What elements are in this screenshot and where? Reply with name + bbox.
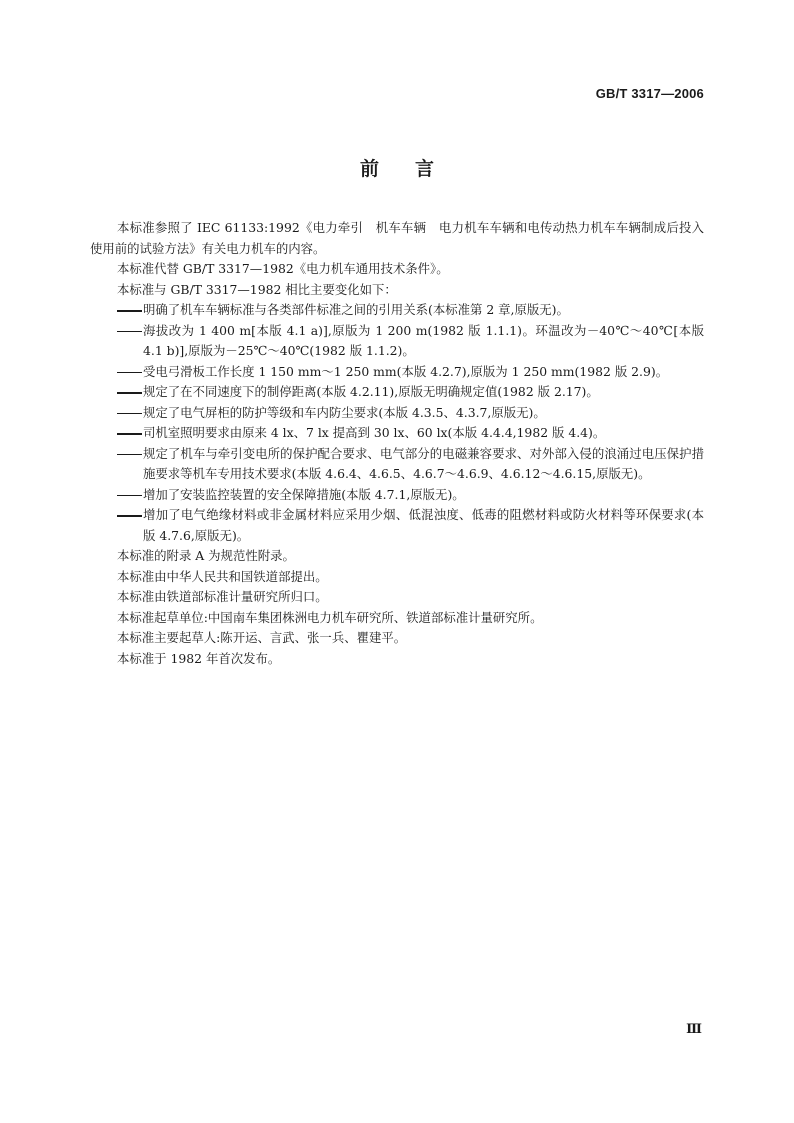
- outro-paragraph: 本标准由铁道部标准计量研究所归口。: [117, 589, 328, 604]
- intro-paragraph: 本标准与 GB/T 3317—1982 相比主要变化如下：: [117, 281, 397, 297]
- standard-number: GB/T 3317—2006: [595, 86, 704, 101]
- change-item: [90, 444, 704, 485]
- em-dash-marker: [117, 454, 142, 456]
- em-dash-marker: [117, 413, 142, 415]
- change-item: [90, 362, 704, 383]
- change-item: [90, 423, 704, 444]
- change-item-text: 规定了机车与牵引变电所的保护配合要求、电气部分的电磁兼容要求、对外部入侵的浪涌过电压保护措施要求等机车专用技术要求(本版 4.6.4、4.6.5、4.6.7～4.6.9、4.6.12～4.6.15,原版无)。: [143, 445, 704, 481]
- page-number: Ⅲ: [686, 1022, 702, 1037]
- em-dash-marker: [117, 372, 142, 374]
- outro-paragraph: 本标准于 1982 年首次发布。: [117, 650, 281, 666]
- outro-paragraph: 本标准的附录 A 为规范性附录。: [117, 548, 295, 563]
- em-dash-marker: [117, 433, 142, 435]
- em-dash-marker: [117, 331, 142, 333]
- em-dash-marker: [117, 392, 142, 394]
- em-dash-marker: [117, 495, 142, 497]
- change-item-text: 明确了机车车辆标准与各类部件标准之间的引用关系(本标准第 2 章,原版无)。: [143, 302, 569, 317]
- outro-paragraph: 本标准起草单位:中国南车集团株洲电力机车研究所、铁道部标准计量研究所。: [117, 609, 543, 625]
- change-item-text: 增加了安装监控装置的安全保障措施(本版 4.7.1,原版无)。: [143, 486, 465, 502]
- change-item-text: 司机室照明要求由原来 4 lx、7 lx 提高到 30 lx、60 lx(本版 4.4.4,1982 版 4.4)。: [143, 425, 606, 440]
- intro-paragraph: 本标准代替 GB/T 3317—1982《电力机车通用技术条件》。: [117, 261, 449, 276]
- change-item-text: 海拔改为 1 400 m[本版 4.1 a)],原版为 1 200 m(1982 版 1.1.1)。环温改为－40℃～40℃[本版 4.1 b)],原版为－25℃～40℃(1982 版 1.1.2)。: [143, 322, 704, 358]
- change-item: [90, 300, 704, 321]
- change-item-text: 规定了电气屏柜的防护等级和车内防尘要求(本版 4.3.5、4.3.7,原版无)。: [143, 404, 546, 420]
- change-item-text: 增加了电气绝缘材料或非金属材料应采用少烟、低混浊度、低毒的阻燃材料或防火材料等环保要求(本版 4.7.6,原版无)。: [143, 507, 704, 543]
- change-item: [90, 321, 704, 362]
- foreword-body: [90, 218, 704, 669]
- page-title: 前言: [359, 158, 470, 180]
- change-item: [90, 505, 704, 546]
- change-item: [90, 382, 704, 403]
- outro-paragraph: 本标准由中华人民共和国铁道部提出。: [117, 568, 328, 584]
- change-item: [90, 485, 704, 506]
- change-item: [90, 403, 704, 424]
- change-item-text: 规定了在不同速度下的制停距离(本版 4.2.11),原版无明确规定值(1982 版 2.17)。: [143, 384, 599, 399]
- em-dash-marker: [117, 515, 142, 517]
- em-dash-marker: [117, 310, 142, 312]
- change-item-text: 受电弓滑板工作长度 1 150 mm～1 250 mm(本版 4.2.7),原版为 1 250 mm(1982 版 2.9)。: [143, 363, 669, 379]
- intro-paragraph: 本标准参照了 IEC 61133:1992《电力牵引 机车车辆 电力机车车辆和电传动热力机车车辆制成后投入使用前的试验方法》有关电力机车的内容。: [90, 220, 704, 256]
- outro-paragraph: 本标准主要起草人:陈开运、言武、张一兵、瞿建平。: [117, 630, 407, 645]
